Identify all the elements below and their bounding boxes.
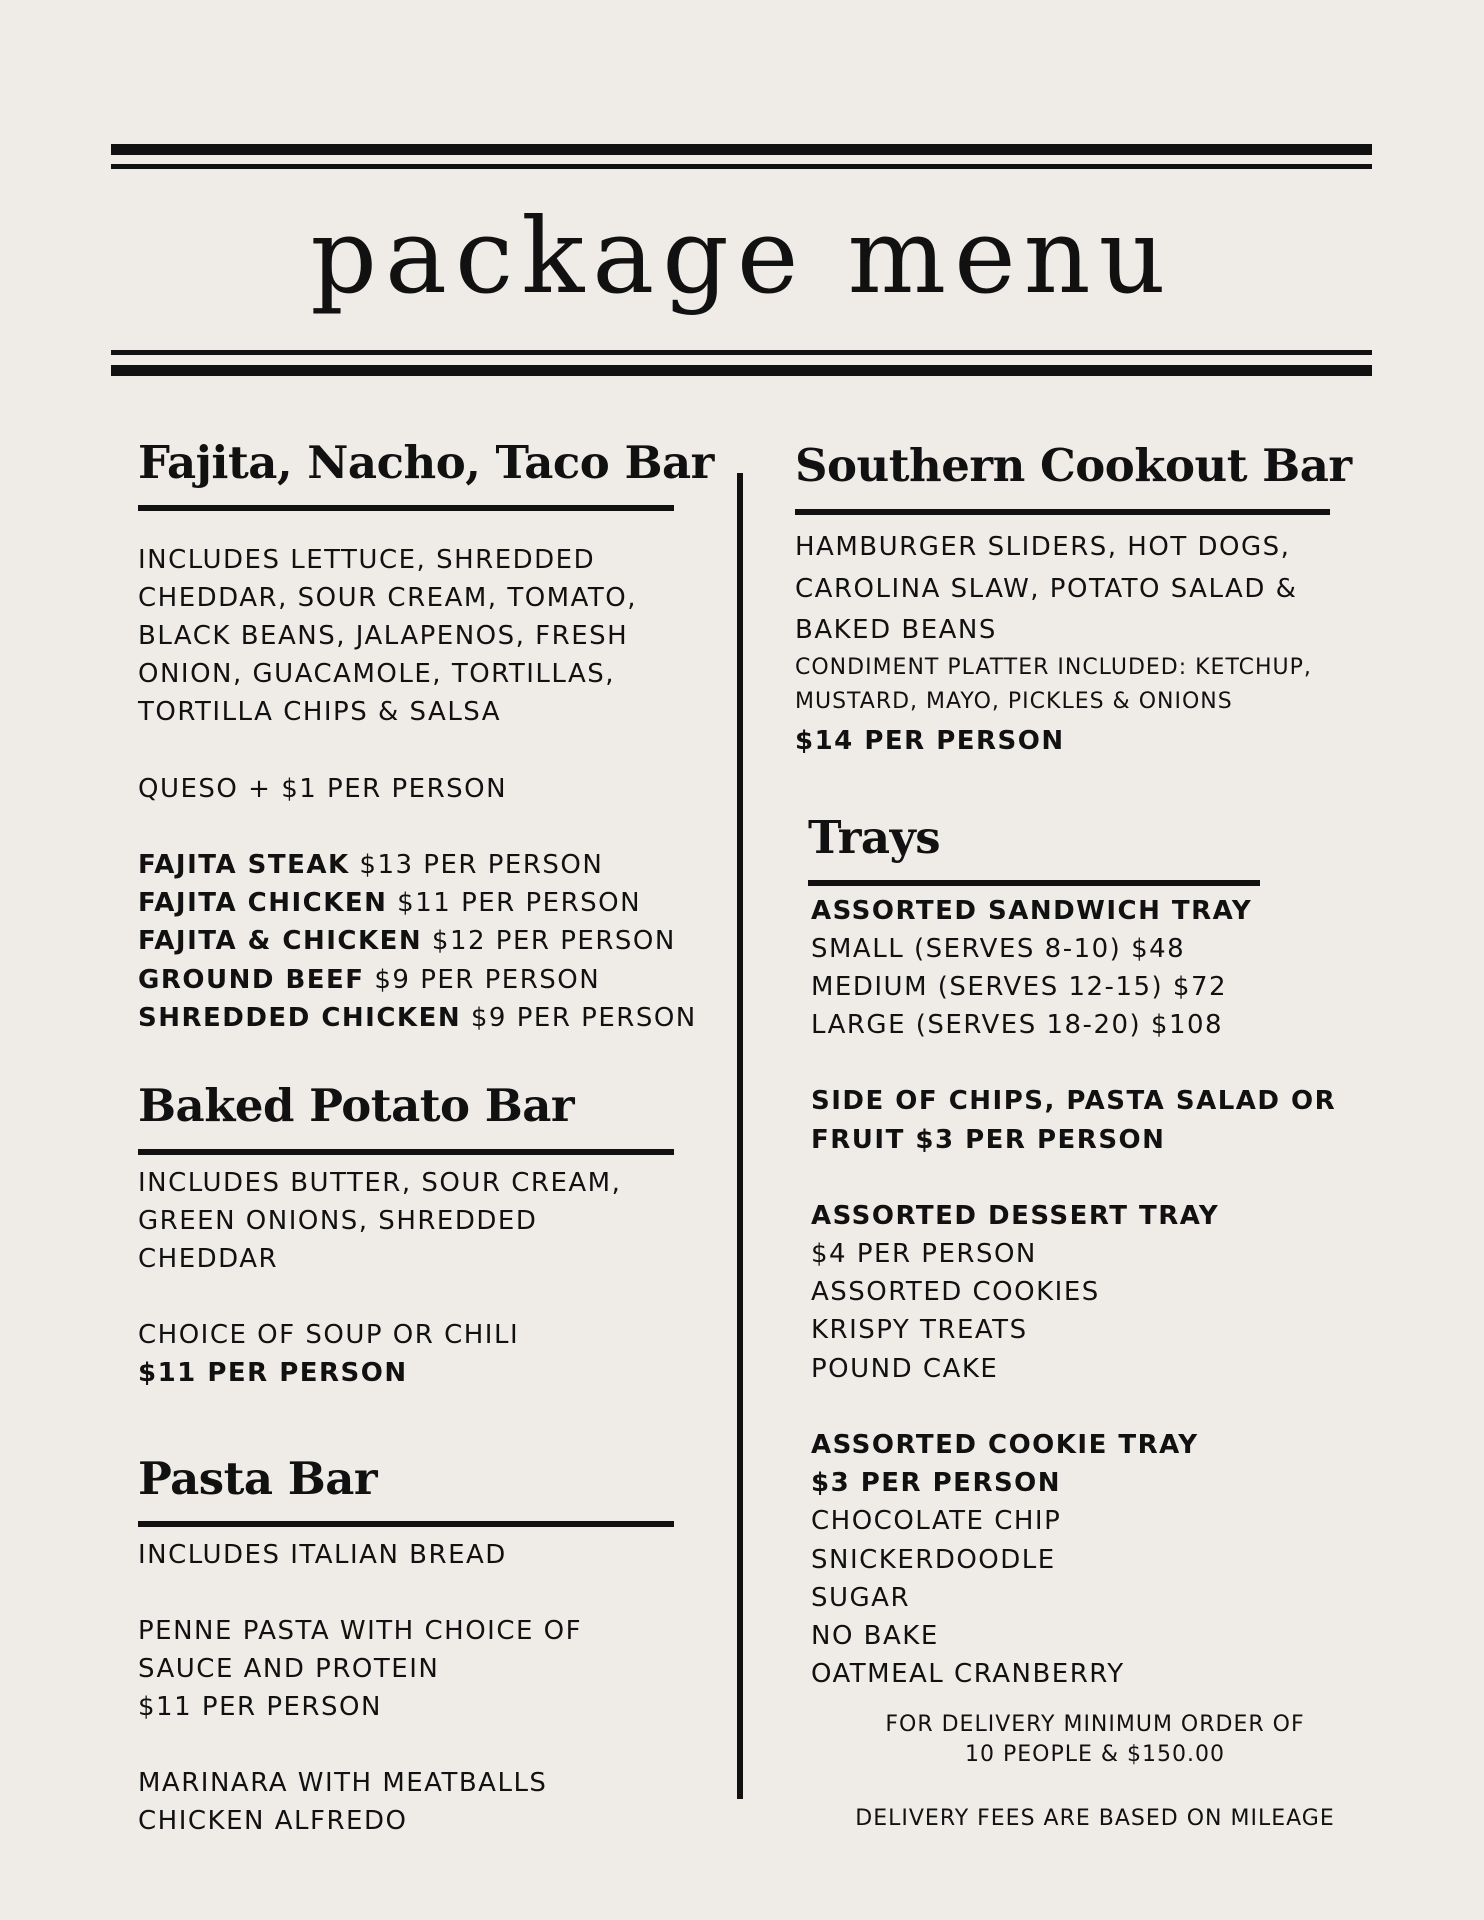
sandwich-tray-title: ASSORTED SANDWICH TRAY bbox=[811, 896, 1253, 926]
southern-rule bbox=[795, 509, 1330, 515]
cookie-item: CHOCOLATE CHIP bbox=[811, 1506, 1062, 1536]
trays-heading: Trays bbox=[808, 811, 941, 864]
potato-heading: Baked Potato Bar bbox=[138, 1079, 575, 1132]
southern-condiment-line: CONDIMENT PLATTER INCLUDED: KETCHUP, bbox=[795, 655, 1312, 680]
sandwich-size: SMALL (SERVES 8-10) $48 bbox=[811, 934, 1186, 964]
southern-item-line: HAMBURGER SLIDERS, HOT DOGS, bbox=[795, 532, 1291, 562]
fajita-option bbox=[138, 846, 603, 884]
fajita-includes-line: BLACK BEANS, JALAPENOS, FRESH bbox=[138, 621, 629, 651]
option-price: $9 PER PERSON bbox=[374, 965, 601, 995]
fajita-includes-line: ONION, GUACAMOLE, TORTILLAS, bbox=[138, 659, 616, 689]
cookie-item: NO BAKE bbox=[811, 1621, 939, 1651]
fajita-includes-line: INCLUDES LETTUCE, SHREDDED bbox=[138, 545, 596, 575]
delivery-fees: DELIVERY FEES ARE BASED ON MILEAGE bbox=[855, 1806, 1335, 1831]
potato-soup: CHOICE OF SOUP OR CHILI bbox=[138, 1320, 520, 1350]
dessert-item: ASSORTED COOKIES bbox=[811, 1277, 1100, 1307]
header-top-rule-1 bbox=[111, 144, 1372, 155]
fajita-rule bbox=[138, 505, 674, 511]
pasta-sauce: CHICKEN ALFREDO bbox=[138, 1806, 408, 1836]
pasta-rule bbox=[138, 1521, 674, 1527]
sandwich-size: LARGE (SERVES 18-20) $108 bbox=[811, 1010, 1224, 1040]
trays-rule bbox=[808, 880, 1260, 886]
dessert-item: KRISPY TREATS bbox=[811, 1315, 1028, 1345]
option-name: SHREDDED CHICKEN bbox=[138, 1003, 462, 1033]
cookie-tray-price: $3 PER PERSON bbox=[811, 1468, 1062, 1498]
page-title: package menu bbox=[310, 195, 1174, 317]
pasta-includes: INCLUDES ITALIAN BREAD bbox=[138, 1540, 507, 1570]
pasta-desc-line: PENNE PASTA WITH CHOICE OF bbox=[138, 1616, 583, 1646]
southern-price: $14 PER PERSON bbox=[795, 726, 1065, 756]
side-option-line: FRUIT $3 PER PERSON bbox=[811, 1125, 1166, 1155]
southern-item-line: CAROLINA SLAW, POTATO SALAD & bbox=[795, 574, 1298, 604]
header-bottom-rule-1 bbox=[111, 350, 1372, 355]
fajita-includes-line: CHEDDAR, SOUR CREAM, TOMATO, bbox=[138, 583, 637, 613]
cookie-item: SNICKERDOODLE bbox=[811, 1545, 1056, 1575]
dessert-tray-title: ASSORTED DESSERT TRAY bbox=[811, 1201, 1220, 1231]
header-bottom-rule-2 bbox=[111, 365, 1372, 376]
column-divider bbox=[737, 473, 743, 1799]
potato-includes-line: CHEDDAR bbox=[138, 1244, 279, 1274]
fajita-option bbox=[138, 961, 600, 999]
option-price: $11 PER PERSON bbox=[397, 888, 642, 918]
pasta-sauce: MARINARA WITH MEATBALLS bbox=[138, 1768, 548, 1798]
delivery-minimum-line: 10 PEOPLE & $150.00 bbox=[964, 1742, 1225, 1767]
pasta-desc-line: $11 PER PERSON bbox=[138, 1692, 382, 1722]
sandwich-size: MEDIUM (SERVES 12-15) $72 bbox=[811, 972, 1228, 1002]
option-name: FAJITA & CHICKEN bbox=[138, 926, 423, 956]
option-price: $12 PER PERSON bbox=[431, 926, 676, 956]
cookie-item: SUGAR bbox=[811, 1583, 911, 1613]
fajita-heading: Fajita, Nacho, Taco Bar bbox=[138, 436, 714, 489]
delivery-minimum-line: FOR DELIVERY MINIMUM ORDER OF bbox=[885, 1712, 1305, 1737]
option-price: $13 PER PERSON bbox=[359, 850, 604, 880]
option-name: FAJITA STEAK bbox=[138, 850, 350, 880]
option-name: GROUND BEEF bbox=[138, 965, 365, 995]
cookie-item: OATMEAL CRANBERRY bbox=[811, 1659, 1125, 1689]
header-top-rule-2 bbox=[111, 164, 1372, 169]
potato-includes-line: INCLUDES BUTTER, SOUR CREAM, bbox=[138, 1168, 622, 1198]
option-name: FAJITA CHICKEN bbox=[138, 888, 388, 918]
potato-rule bbox=[138, 1149, 674, 1155]
pasta-heading: Pasta Bar bbox=[138, 1452, 378, 1505]
southern-heading: Southern Cookout Bar bbox=[795, 439, 1352, 492]
fajita-option bbox=[138, 999, 697, 1037]
side-option-line: SIDE OF CHIPS, PASTA SALAD OR bbox=[811, 1086, 1337, 1116]
pasta-desc-line: SAUCE AND PROTEIN bbox=[138, 1654, 440, 1684]
cookie-tray-title: ASSORTED COOKIE TRAY bbox=[811, 1430, 1199, 1460]
option-price: $9 PER PERSON bbox=[470, 1003, 697, 1033]
fajita-queso: QUESO + $1 PER PERSON bbox=[138, 774, 508, 804]
fajita-option bbox=[138, 922, 676, 960]
dessert-item: POUND CAKE bbox=[811, 1354, 999, 1384]
dessert-item: $4 PER PERSON bbox=[811, 1239, 1037, 1269]
fajita-option bbox=[138, 884, 641, 922]
southern-item-line: BAKED BEANS bbox=[795, 615, 997, 645]
fajita-includes-line: TORTILLA CHIPS & SALSA bbox=[138, 697, 502, 727]
southern-condiment-line: MUSTARD, MAYO, PICKLES & ONIONS bbox=[795, 689, 1233, 714]
potato-includes-line: GREEN ONIONS, SHREDDED bbox=[138, 1206, 538, 1236]
potato-price: $11 PER PERSON bbox=[138, 1358, 408, 1388]
